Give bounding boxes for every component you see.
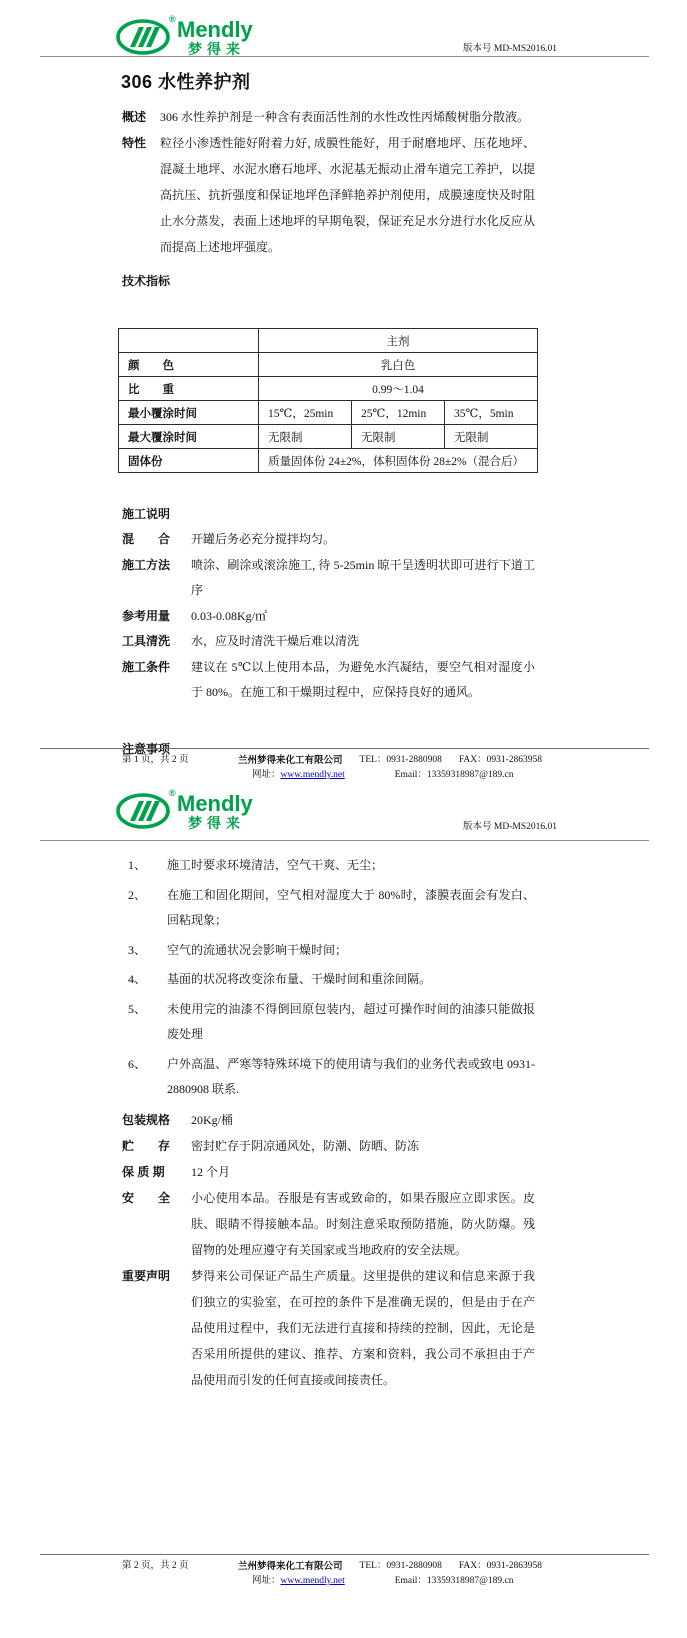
footer-divider <box>40 748 649 749</box>
company-fax: FAX：0931-2863958 <box>458 1561 543 1571</box>
company-name: 兰州梦得来化工有限公司 <box>238 755 343 766</box>
item-number: 6、 <box>128 1056 147 1071</box>
table-row-min-recoat <box>119 401 538 425</box>
mendly-logo-icon <box>116 786 286 832</box>
construction-row-mixing <box>122 527 535 553</box>
page-title: 306 水性养护剂 <box>121 72 251 92</box>
company-fax: FAX：0931-2863958 <box>458 755 543 765</box>
main-agent-header: 主剂 <box>259 329 538 353</box>
mendly-logo <box>116 12 286 58</box>
safety-row <box>122 1185 535 1263</box>
overview-label: 概述 <box>122 110 147 124</box>
disclaimer-row <box>122 1263 535 1393</box>
overview-row <box>122 104 535 130</box>
email-label: Email： <box>394 1576 427 1586</box>
safety-label: 安 全 <box>122 1190 171 1205</box>
item-text: 在施工和固化期间，空气相对湿度大于 80%时，漆膜表面会有发白、回粘现象； <box>167 887 535 927</box>
features-label: 特性 <box>122 136 147 150</box>
notes-heading: 注意事项 <box>122 741 171 756</box>
mixing-text: 开罐后务必充分搅拌均匀。 <box>191 532 336 546</box>
item-number: 3、 <box>128 942 147 957</box>
list-item-6 <box>128 1052 535 1103</box>
email-value: 13359318987@189.cn <box>426 770 514 780</box>
website-line <box>252 1574 345 1589</box>
max-recoat-25c: 无限制 <box>352 425 445 449</box>
item-number: 5、 <box>128 1001 147 1016</box>
logo-text-cn: 梦得来 <box>188 41 245 57</box>
tech-heading: 技术指标 <box>122 274 171 288</box>
construction-row-method <box>122 553 535 604</box>
storage-row <box>122 1133 535 1159</box>
page1-header <box>0 0 687 56</box>
overview-text: 306 水性养护剂是一种含有表面活性剂的水性改性丙烯酸树脂分散液。 <box>160 110 530 124</box>
table-row-solids <box>119 449 538 473</box>
list-item-5 <box>128 997 535 1048</box>
page-number: 第 2 页，共 2 页 <box>122 1561 189 1571</box>
website-link[interactable]: www.mendly.net <box>280 770 345 780</box>
email-line <box>395 1574 514 1589</box>
company-name: 兰州梦得来化工有限公司 <box>238 1561 343 1572</box>
logo-text-en: Mendly <box>177 17 253 42</box>
mendly-logo <box>116 786 286 832</box>
solids-value: 质量固体份 24±2%，体积固体份 28±2%（混合后） <box>259 449 538 473</box>
construction-row-dosage <box>122 604 535 630</box>
solids-label: 固体份 <box>119 449 259 473</box>
shelf-life-label: 保 质 期 <box>122 1164 165 1179</box>
website-label: 网址： <box>252 770 281 780</box>
disclaimer-text: 梦得来公司保证产品生产质量。这里提供的建议和信息来源于我们独立的实验室，在可控的条件下是准确无误的，但是由于在产品使用过程中，我们无法进行直接和持续的控制，因此，无论是否采用所提供的建议、推荐、方案和资料，我公司不承担由于产品使用而引发的任何直接或间接责任。 <box>191 1268 535 1387</box>
tech-spec-table <box>118 328 538 473</box>
min-recoat-35c: 35℃，5min <box>445 401 538 425</box>
gravity-label: 比 重 <box>119 377 259 401</box>
mendly-logo-icon <box>116 12 286 58</box>
item-text: 基面的状况将改变涂布量、干燥时间和重涂间隔。 <box>167 972 432 986</box>
storage-label: 贮 存 <box>122 1138 171 1153</box>
company-tel: TEL：0931-2880908 <box>359 1561 442 1571</box>
method-label: 施工方法 <box>122 557 171 572</box>
cleaning-label: 工具清洗 <box>122 634 171 648</box>
color-label: 颜 色 <box>119 353 259 377</box>
item-text: 施工时要求环境清洁，空气干爽、无尘； <box>167 858 384 872</box>
product-details <box>0 1107 687 1393</box>
version-label: 版本号 MD-MS2016.01 <box>463 44 557 54</box>
features-text: 粒径小渗透性能好附着力好, 成膜性能好，用于耐磨地坪、压花地坪、混凝土地坪、水泥水磨石地坪、水泥基无振动止滑车道完工养护，以提高抗压、抗折强度和保证地坪色泽鲜艳养护剂使用，成膜速度快及时阻止水分蒸发，表面上述地坪的早期龟裂，保证充足水分进行水化反应从而提高上述地坪强度。 <box>160 136 535 254</box>
construction-row-conditions <box>122 655 535 706</box>
packaging-text: 20Kg/桶 <box>191 1112 234 1127</box>
empty-cell <box>119 329 259 353</box>
page2-footer <box>0 1554 687 1589</box>
dosage-label: 参考用量 <box>122 608 171 623</box>
method-text: 喷涂、刷涂或滚涂施工, 待 5-25min 晾干呈透明状即可进行下道工序 <box>191 557 535 597</box>
packaging-label: 包装规格 <box>122 1112 171 1127</box>
version-label: 版本号 MD-MS2016.01 <box>463 822 557 832</box>
list-item-3 <box>128 938 535 964</box>
item-number: 4、 <box>128 972 147 986</box>
list-item-4 <box>128 967 535 993</box>
table-row-header <box>119 329 538 353</box>
logo-text-cn: 梦得来 <box>188 815 245 831</box>
safety-text: 小心使用本品。吞服是有害或致命的，如果吞服应立即求医。皮肤、眼睛不得接触本品。时刻注意采取预防措施，防火防爆。残留物的处理应遵守有关国家或当地政府的安全法规。 <box>191 1190 535 1257</box>
page2-header <box>0 770 687 840</box>
conditions-text: 建议在 5℃以上使用本品，为避免水汽凝结，要空气相对湿度小于 80%。在施工和干燥期过程中，应保持良好的通风。 <box>191 659 535 699</box>
page-number: 第 1 页，共 2 页 <box>122 755 189 765</box>
page-2 <box>0 770 687 1638</box>
mixing-label: 混 合 <box>122 532 171 546</box>
precautions-list <box>0 853 687 1103</box>
construction-heading: 施工说明 <box>122 507 171 521</box>
item-number: 1、 <box>128 858 147 872</box>
min-recoat-15c: 15℃，25min <box>259 401 352 425</box>
logo-text-en: Mendly <box>177 791 253 816</box>
construction-row-cleaning <box>122 629 535 655</box>
item-text: 空气的流通状况会影响干燥时间； <box>167 942 348 957</box>
disclaimer-label: 重要声明 <box>122 1268 171 1283</box>
registered-mark: ® <box>169 788 176 798</box>
company-tel: TEL：0931-2880908 <box>359 755 442 765</box>
min-recoat-label: 最小覆涂时间 <box>119 401 259 425</box>
list-item-1 <box>128 853 535 879</box>
max-recoat-label: 最大覆涂时间 <box>119 425 259 449</box>
item-text: 未使用完的油漆不得倒回原包装内，超过可操作时间的油漆只能做报废处理 <box>167 1001 535 1041</box>
item-number: 2、 <box>128 887 147 902</box>
max-recoat-35c: 无限制 <box>445 425 538 449</box>
features-row <box>122 130 535 260</box>
shelf-life-row <box>122 1159 535 1185</box>
email-label: Email： <box>394 770 427 780</box>
footer-divider <box>40 1554 649 1555</box>
max-recoat-15c: 无限制 <box>259 425 352 449</box>
shelf-life-text: 12 个月 <box>191 1164 231 1179</box>
table-row-gravity <box>119 377 538 401</box>
dosage-text: 0.03-0.08Kg/㎡ <box>191 608 267 623</box>
item-text: 户外高温、严寒等特殊环境下的使用请与我们的业务代表或致电 0931-2880908 联系. <box>167 1056 535 1096</box>
packaging-row <box>122 1107 535 1133</box>
email-value: 13359318987@189.cn <box>426 1576 514 1586</box>
storage-text: 密封贮存于阴凉通风处，防潮、防晒、防冻 <box>191 1138 420 1153</box>
page-1 <box>0 0 687 780</box>
color-value: 乳白色 <box>259 353 538 377</box>
min-recoat-25c: 25℃，12min <box>352 401 445 425</box>
website-link[interactable]: www.mendly.net <box>280 1576 345 1586</box>
table-row-color <box>119 353 538 377</box>
table-row-max-recoat <box>119 425 538 449</box>
gravity-value: 0.99～1.04 <box>259 377 538 401</box>
list-item-2 <box>128 883 535 934</box>
header-divider <box>40 840 649 841</box>
registered-mark: ® <box>169 14 176 24</box>
cleaning-text: 水，应及时清洗干燥后难以清洗 <box>191 634 360 648</box>
website-label: 网址： <box>252 1576 281 1586</box>
conditions-label: 施工条件 <box>122 659 171 674</box>
